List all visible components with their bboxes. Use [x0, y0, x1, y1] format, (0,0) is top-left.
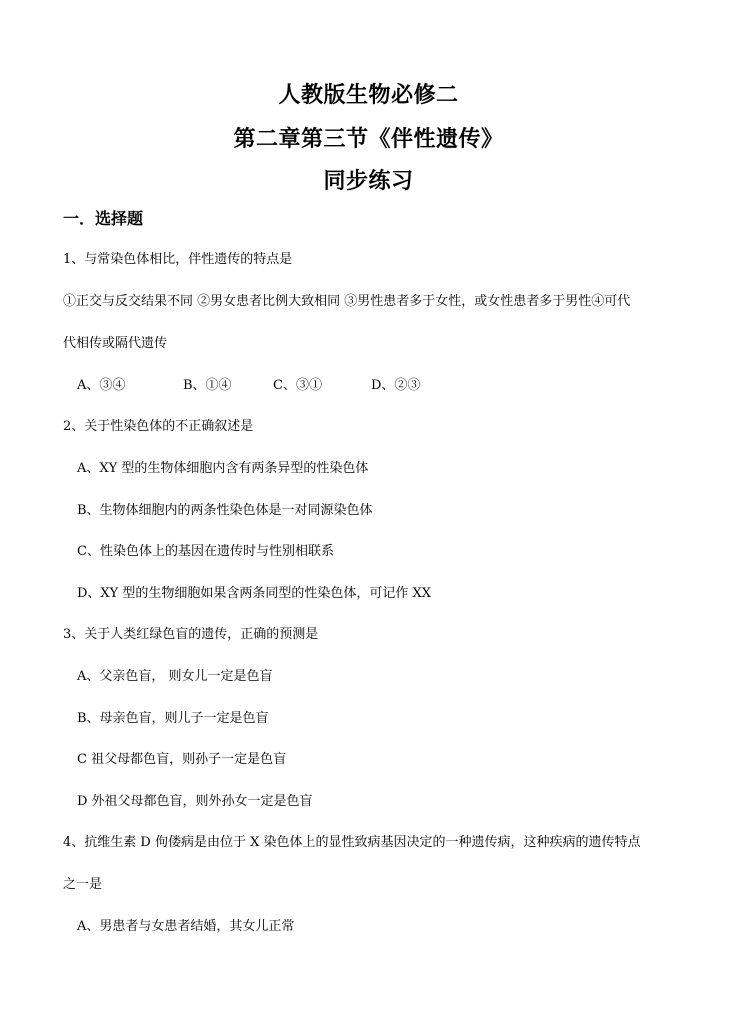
question-4-stem-line2: 之一是 [63, 877, 103, 892]
title-textbook: 人教版生物必修二 [278, 82, 459, 108]
question-1-stem: 1、与常染色体相比，伴性遗传的特点是 [63, 252, 293, 267]
question-2-option-c: C、性染色体上的基因在遗传时与性别相联系 [77, 544, 334, 559]
question-1-option-d: D、②③ [371, 378, 421, 393]
question-3-option-d: D 外祖父母都色盲，则外孙女一定是色盲 [77, 794, 313, 809]
section-heading-choice: 一．选择题 [63, 209, 144, 228]
question-1-detail-line1: ①正交与反交结果不同 ②男女患者比例大致相同 ③男性患者多于女性，或女性患者多于男性④可代 [63, 294, 631, 309]
question-2-option-d: D、XY 型的生物细胞如果含两条同型的性染色体，可记作 XX [77, 586, 432, 601]
question-3-option-c: C 祖父母都色盲，则孙子一定是色盲 [77, 752, 287, 767]
question-3-option-a: A、父亲色盲， 则女儿一定是色盲 [77, 669, 273, 684]
question-3-stem: 3、关于人类红绿色盲的遗传，正确的预测是 [63, 627, 319, 642]
question-3-option-b: B、母亲色盲，则儿子一定是色盲 [77, 711, 269, 726]
question-2-option-a: A、XY 型的生物体细胞内含有两条异型的性染色体 [77, 461, 369, 476]
title-chapter: 第二章第三节《伴性遗传》 [233, 126, 504, 152]
question-2-option-b: B、生物体细胞内的两条性染色体是一对同源染色体 [77, 503, 373, 518]
question-4-stem-line1: 4、抗维生素 D 佝偻病是由位于 X 染色体上的显性致病基因决定的一种遗传病，这种疾病的遗传特点 [63, 835, 641, 850]
title-practice: 同步练习 [323, 168, 414, 194]
question-1-option-b: B、①④ [183, 378, 232, 393]
question-2-stem: 2、关于性染色体的不正确叙述是 [63, 419, 254, 434]
question-1-detail-line2: 代相传或隔代遗传 [63, 336, 168, 351]
question-1-option-c: C、③① [273, 378, 322, 393]
question-4-option-a: A、男患者与女患者结婚，其女儿正常 [77, 919, 295, 934]
question-1-option-a: A、③④ [77, 378, 126, 393]
